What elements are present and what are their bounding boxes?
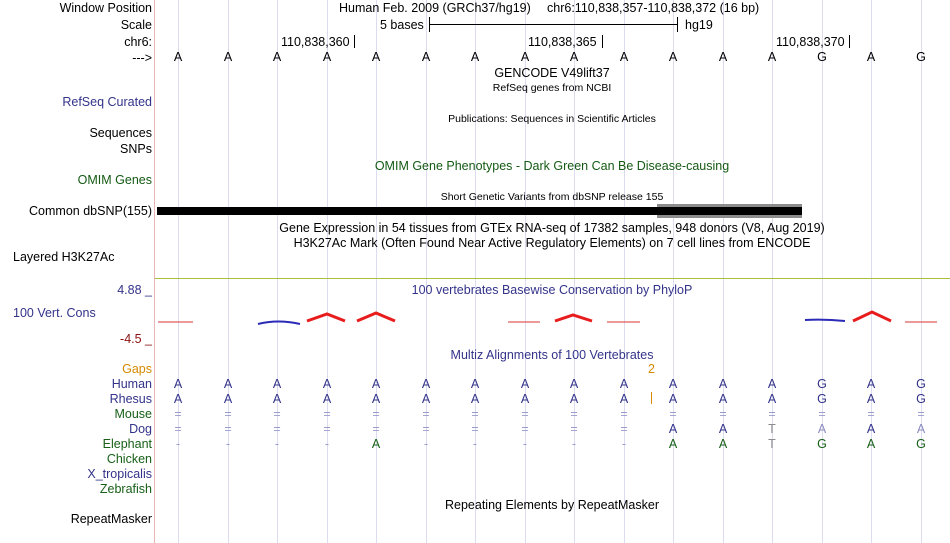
publications-track-title[interactable]: Publications: Sequences in Scientific Articles [448,113,656,125]
base-letter: = [224,407,232,421]
base-letter: = [372,407,380,421]
base-letter: = [422,422,430,436]
base-letter: = [521,407,529,421]
base-letter: - [423,437,429,451]
base-letter: = [521,422,529,436]
column-guide [673,0,674,543]
h3k27ac-baseline [155,278,950,279]
column-guide [376,0,377,543]
scale-bar-text: 5 bases [380,18,424,32]
base-letter: A [371,437,381,451]
h3k27ac-track-label[interactable]: Layered H3K27Ac [13,250,115,264]
phylop-positive-glyph [555,315,592,321]
base-letter: = [471,422,479,436]
base-letter: G [916,392,926,406]
column-guide [624,0,625,543]
phylop-conservation-plot[interactable] [155,300,950,340]
column-guide [772,0,773,543]
base-letter: A [322,392,332,406]
cons-min-label: -4.5 _ [120,332,152,346]
base-letter: G [916,50,926,64]
dbsnp-track-title[interactable]: Short Genetic Variants from dbSNP release 155 [440,191,664,203]
cons-track-label[interactable]: 100 Vert. Cons [13,306,96,320]
base-letter: - [522,437,528,451]
base-letter: A [916,422,926,436]
refseq-track-label[interactable]: RefSeq Curated [62,95,152,109]
species-zebrafish-label: Zebrafish [99,482,152,496]
base-letter: = [570,422,578,436]
base-letter: - [571,437,577,451]
base-letter: A [569,392,579,406]
omim-track-label[interactable]: OMIM Genes [77,173,152,187]
species-human-label: Human [111,377,152,391]
label-column-separator [154,0,155,543]
column-guide [228,0,229,543]
species-xtropicalis-label: X_tropicalis [87,467,152,481]
base-letter: A [173,377,183,391]
multiz-track-title[interactable]: Multiz Alignments of 100 Vertebrates [450,348,654,362]
base-letter: A [470,392,480,406]
column-guide [178,0,179,543]
base-letter: A [272,50,282,64]
base-letter: - [472,437,478,451]
base-letter: T [768,422,776,436]
base-letter: A [668,377,678,391]
window-position-label[interactable]: Window Position [59,1,152,15]
scale-bar [429,24,678,25]
base-letter: = [620,407,628,421]
base-letter: G [916,377,926,391]
column-guide [723,0,724,543]
base-letter: = [273,422,281,436]
base-letter: A [866,437,876,451]
sequences-track-label[interactable]: Sequences [89,126,152,140]
base-letter: A [668,422,678,436]
base-letter: A [371,377,381,391]
base-letter: A [173,50,183,64]
base-letter: A [718,422,728,436]
column-guide [426,0,427,543]
base-letter: A [668,437,678,451]
base-letter: = [224,422,232,436]
base-letter: - [324,437,330,451]
species-chicken-label: Chicken [106,452,152,466]
ruler-tick-label: 110,838,360 [281,35,350,49]
base-letter: A [619,50,629,64]
position-readout: chr6:110,838,357-110,838,372 (16 bp) [547,1,760,15]
ruler-tick-label: 110,838,370 [776,35,845,49]
phylop-negative-glyph [805,320,845,321]
base-letter: = [669,407,677,421]
column-guide [822,0,823,543]
base-letter: = [867,407,875,421]
repeatmasker-track-label[interactable]: RepeatMasker [70,512,152,526]
base-letter: A [223,392,233,406]
ruler-tick [354,35,355,48]
base-letter: A [322,377,332,391]
base-letter: A [173,392,183,406]
gap-count: 2 [648,362,655,376]
phylop-positive-glyph [307,314,345,321]
base-letter: = [768,407,776,421]
omim-track-title[interactable]: OMIM Gene Phenotypes - Dark Green Can Be Disease-causing [374,159,730,173]
base-letter: A [421,392,431,406]
base-letter: A [371,50,381,64]
base-letter: A [718,50,728,64]
scale-bar-left-tick [429,17,430,32]
base-letter: = [323,422,331,436]
base-letter: A [866,422,876,436]
base-letter: A [421,377,431,391]
species-rhesus-label: Rhesus [109,392,152,406]
base-letter: A [866,377,876,391]
base-letter: A [520,377,530,391]
column-guide [475,0,476,543]
base-letter: G [916,437,926,451]
assembly-title: Human Feb. 2009 (GRCh37/hg19) [339,1,531,15]
phylop-positive-glyph [853,312,891,321]
base-letter: A [569,377,579,391]
base-letter: = [273,407,281,421]
base-letter: = [719,407,727,421]
base-letter: A [520,392,530,406]
base-letter: G [817,437,827,451]
base-letter: A [322,50,332,64]
base-letter: A [767,377,777,391]
base-letter: - [175,437,181,451]
species-dog-label: Dog [129,422,152,436]
base-letter: A [817,422,827,436]
base-letter: = [818,407,826,421]
base-letter: A [718,377,728,391]
base-letter: A [668,50,678,64]
gaps-label: Gaps [122,362,152,376]
cons-max-label: 4.88 _ [117,283,152,297]
base-letter: A [619,377,629,391]
chrom-label[interactable]: chr6: [124,35,152,49]
base-letter: - [225,437,231,451]
snps-track-label[interactable]: SNPs [120,142,152,156]
base-letter: = [917,407,925,421]
gencode-track-title[interactable]: GENCODE V49lift37 [494,66,610,80]
base-letter: A [718,392,728,406]
base-letter: - [621,437,627,451]
ruler-tick [849,35,850,48]
gap-marker [651,392,652,404]
phylop-negative-glyph [258,322,300,325]
base-letter: = [422,407,430,421]
scale-db-label: hg19 [685,18,713,32]
h3k27ac-track-title[interactable]: H3K27Ac Mark (Often Found Near Active Regulatory Elements) on 7 cell lines from ENCODE [293,236,811,250]
base-letter: = [372,422,380,436]
column-guide [871,0,872,543]
base-letter: G [817,377,827,391]
base-letter: A [866,50,876,64]
base-letter: A [272,392,282,406]
scale-label[interactable]: Scale [120,18,152,32]
base-letter: A [520,50,530,64]
base-letter: = [174,422,182,436]
base-letter: A [767,392,777,406]
base-letter: G [817,50,827,64]
base-letter: A [421,50,431,64]
base-letter: = [570,407,578,421]
column-guide [277,0,278,543]
phylop-positive-glyph [357,313,395,321]
base-letter: A [371,392,381,406]
base-letter: = [174,407,182,421]
base-letter: A [470,50,480,64]
base-letter: A [470,377,480,391]
base-letter: A [866,392,876,406]
refseq-track-subtitle[interactable]: RefSeq genes from NCBI [492,82,612,94]
repeatmasker-track-title[interactable]: Repeating Elements by RepeatMasker [444,498,660,512]
dbsnp-variant-bar-inner [657,207,802,215]
base-letter: A [272,377,282,391]
column-guide [327,0,328,543]
base-letter: A [767,50,777,64]
base-letter: A [619,392,629,406]
ruler-tick-label: 110,838,365 [528,35,597,49]
base-letter: G [817,392,827,406]
base-letter: A [668,392,678,406]
base-letter: T [768,437,776,451]
base-letter: = [471,407,479,421]
column-guide [921,0,922,543]
base-letter: - [274,437,280,451]
base-letter: = [620,422,628,436]
species-elephant-label: Elephant [102,437,152,451]
species-mouse-label: Mouse [114,407,152,421]
dbsnp-track-label[interactable]: Common dbSNP(155) [29,204,152,218]
base-letter: A [718,437,728,451]
base-letter: = [323,407,331,421]
gtex-track-title[interactable]: Gene Expression in 54 tissues from GTEx RNA-seq of 17382 samples, 948 donors (V8, Aug 2019) [279,221,825,235]
phylop-track-title[interactable]: 100 vertebrates Basewise Conservation by PhyloP [411,283,693,297]
strand-arrow-label[interactable]: ---> [132,51,152,65]
scale-bar-right-tick [677,17,678,32]
base-letter: A [569,50,579,64]
base-letter: A [223,377,233,391]
base-letter: A [223,50,233,64]
ruler-tick [602,35,603,48]
